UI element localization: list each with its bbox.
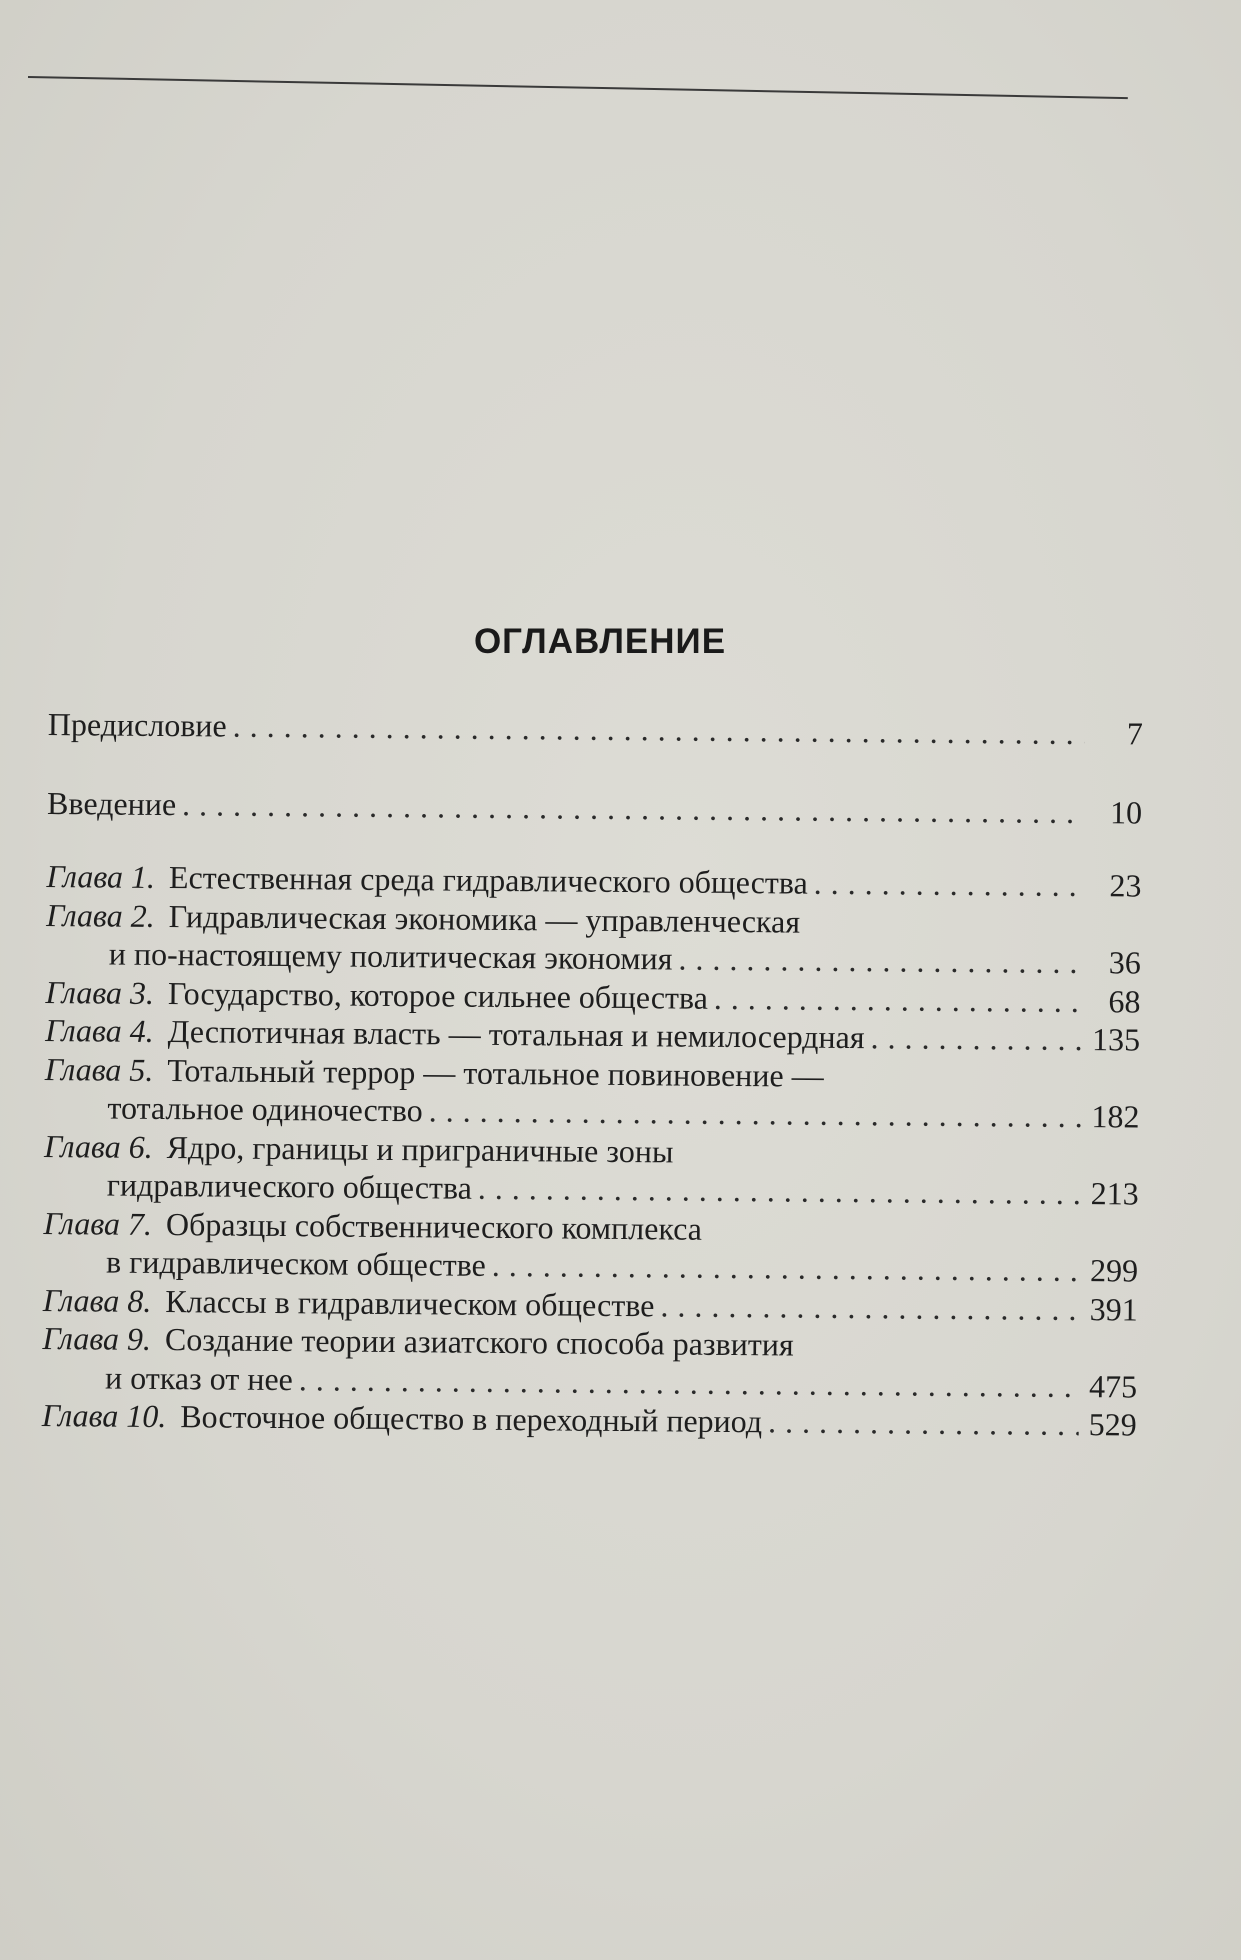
toc-entry-text-continued: и отказ от нее — [104, 1359, 293, 1397]
chapter-label: Глава 2. — [46, 896, 155, 934]
toc-page-number: 182 — [1091, 1098, 1140, 1135]
leader-dots — [714, 978, 1083, 1020]
toc-entry-text: Тотальный террор — тотальное повиновение — — [167, 1051, 824, 1094]
toc-page-number: 36 — [1108, 944, 1141, 981]
toc-page-number: 475 — [1088, 1367, 1138, 1405]
table-of-contents — [42, 705, 1143, 1444]
chapter-label: Глава 1. — [46, 857, 156, 895]
toc-page-number: 7 — [1126, 715, 1143, 752]
chapter-label: Глава 7. — [43, 1204, 153, 1242]
toc-entry-text: Классы в гидравлическом обществе — [165, 1282, 655, 1323]
leader-dots — [870, 1018, 1082, 1058]
chapter-label: Глава 3. — [45, 973, 155, 1011]
toc-entry-text: Государство, которое сильнее общества — [167, 974, 709, 1016]
toc-entry-text: Деспотичная власть — тотальная и немилосердная — [167, 1013, 865, 1056]
chapter-label: Глава 8. — [42, 1281, 152, 1319]
chapter-label: Глава 9. — [42, 1319, 152, 1357]
toc-page-number: 68 — [1108, 982, 1141, 1020]
toc-entry-text: Ядро, границы и приграничные зоны — [166, 1128, 674, 1169]
toc-entry-text: Гидравлическая экономика — управленческая — [168, 897, 801, 940]
leader-dots — [814, 864, 1084, 905]
toc-entry-text-continued: гидравлического общества — [106, 1166, 473, 1206]
chapter-label: Глава 10. — [41, 1396, 167, 1435]
chapter-label: Глава 4. — [45, 1011, 154, 1049]
chapter-label: Глава 5. — [44, 1050, 154, 1088]
toc-entry-text: Образцы собственнического комплекса — [165, 1205, 703, 1247]
leader-dots — [768, 1402, 1079, 1443]
toc-page-number: 391 — [1089, 1290, 1138, 1328]
toc-page-number: 135 — [1091, 1021, 1141, 1058]
toc-entry-text: Введение — [46, 784, 177, 822]
leader-dots — [429, 1091, 1082, 1135]
toc-entry-text-continued: тотальное одиночество — [107, 1089, 423, 1129]
toc-entry-text: Восточное общество в переходный период — [180, 1398, 763, 1440]
chapter-label: Глава 6. — [43, 1127, 153, 1165]
toc-page-number: 23 — [1109, 867, 1142, 904]
toc-entry-text: Создание теории азиатского способа развития — [164, 1321, 794, 1363]
page-title: ОГЛАВЛЕНИЕ — [473, 622, 727, 661]
toc-entry-text: Естественная среда гидравлического общества — [168, 859, 808, 901]
toc-page-number: 213 — [1090, 1175, 1139, 1212]
leader-dots — [492, 1246, 1081, 1290]
toc-entry-text: Предисловие — [47, 705, 227, 744]
toc-entry-text-continued: в гидравлическом обществе — [105, 1243, 487, 1283]
leader-dots — [182, 785, 1084, 831]
toc-page-number: 299 — [1089, 1252, 1139, 1289]
toc-page-number: 10 — [1109, 793, 1143, 831]
toc-entry-chapter-10[interactable] — [42, 1396, 1137, 1444]
leader-dots — [233, 707, 1085, 753]
leader-dots — [678, 940, 1083, 982]
toc-entry-introduction[interactable] — [47, 783, 1142, 831]
leader-dots — [478, 1169, 1081, 1213]
header-rule — [28, 76, 1128, 99]
toc-page-number: 529 — [1088, 1406, 1137, 1443]
leader-dots — [299, 1360, 1080, 1405]
toc-entry-preface[interactable] — [48, 705, 1143, 753]
toc-entry-text-continued: и по-настоящему политическая экономия — [108, 935, 673, 977]
leader-dots — [660, 1286, 1080, 1328]
